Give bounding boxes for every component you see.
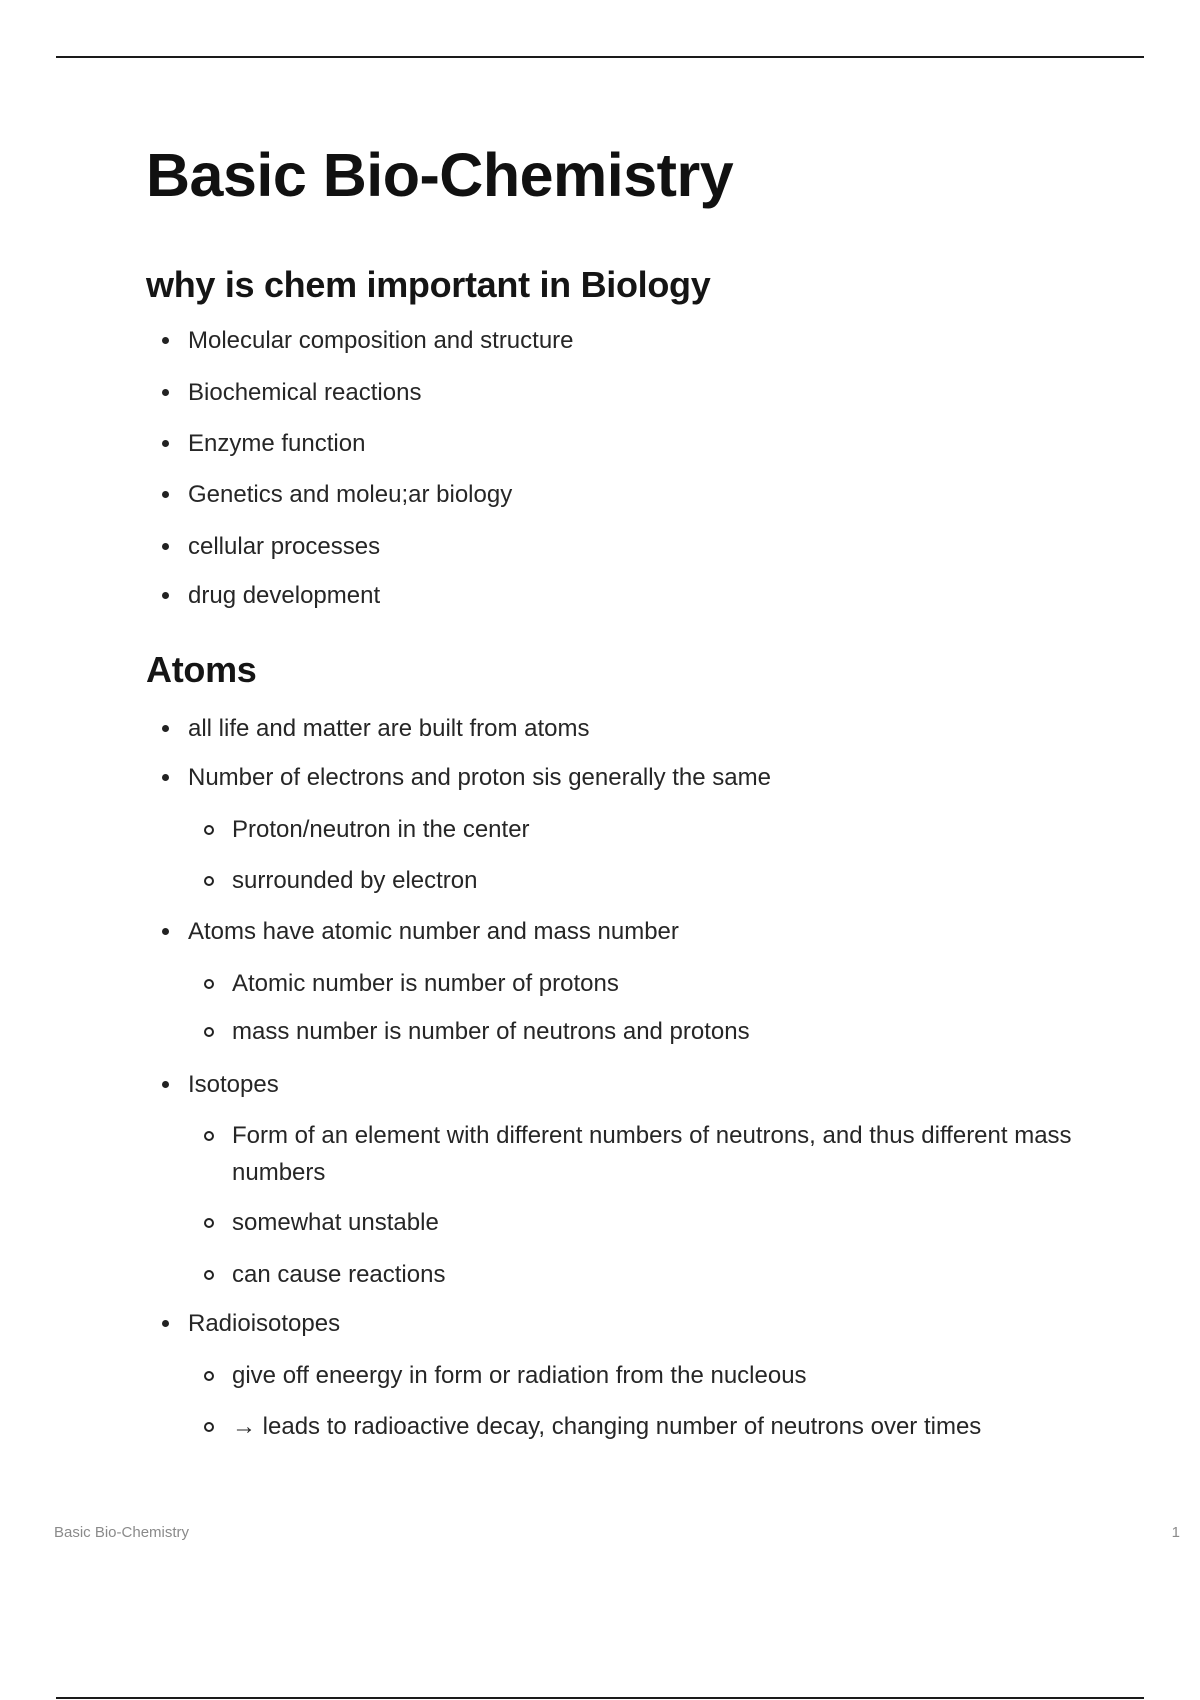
list-item-text: drug development [188, 582, 381, 609]
hollow-bullet-icon [204, 825, 214, 835]
sub-list-item [232, 1357, 1092, 1394]
hollow-bullet-icon [204, 1270, 214, 1280]
sub-list-item [232, 1013, 1092, 1050]
bullet-icon [162, 1081, 169, 1088]
list-item [188, 913, 1088, 950]
sub-list-item [232, 811, 1092, 848]
bullet-icon [162, 774, 169, 781]
list-item-text: mass number is number of neutrons and protons [232, 1018, 750, 1045]
bullet-icon [162, 1320, 169, 1327]
hollow-bullet-icon [204, 1371, 214, 1381]
list-item-text: Genetics and moleu;ar biology [188, 481, 513, 508]
hollow-bullet-icon [204, 1422, 214, 1432]
hollow-bullet-icon [204, 1218, 214, 1228]
list-item-text: surrounded by electron [232, 867, 478, 894]
list-item-text: Atoms have atomic number and mass number [188, 918, 679, 945]
section-heading-importance: why is chem important in Biology [146, 264, 711, 305]
list-item [188, 528, 1088, 565]
sub-list-item [232, 1204, 1092, 1241]
sub-list-item [232, 1256, 1092, 1293]
page-title: Basic Bio-Chemistry [146, 141, 734, 209]
bullet-icon [162, 928, 169, 935]
hollow-bullet-icon [204, 979, 214, 989]
sub-list-item [232, 862, 1092, 899]
footer-page-number: 1 [1171, 1524, 1180, 1541]
list-item-text: → leads to radioactive decay, changing number of neutrons over times [232, 1413, 982, 1440]
list-item-text: can cause reactions [232, 1261, 446, 1288]
bullet-icon [162, 337, 169, 344]
list-item [188, 1066, 1088, 1103]
list-item-text: Isotopes [188, 1071, 279, 1098]
list-item-text: Number of electrons and proton sis generally the same [188, 764, 771, 791]
list-item [188, 1305, 1088, 1342]
list-item-text: somewhat unstable [232, 1209, 439, 1236]
bullet-icon [162, 543, 169, 550]
list-item [188, 425, 1088, 462]
list-item [188, 476, 1088, 513]
bullet-icon [162, 440, 169, 447]
list-item-text: give off eneergy in form or radiation from the nucleous [232, 1362, 807, 1389]
bottom-rule [56, 1697, 1144, 1699]
hollow-bullet-icon [204, 1027, 214, 1037]
list-item-text: all life and matter are built from atoms [188, 715, 590, 742]
sub-list-item [232, 1408, 1092, 1445]
list-item [188, 759, 1088, 796]
top-rule [56, 56, 1144, 58]
list-item-text: Enzyme function [188, 430, 366, 457]
section-heading-atoms: Atoms [146, 649, 257, 690]
list-item [188, 374, 1088, 411]
list-item [188, 322, 1088, 359]
list-item-text: Molecular composition and structure [188, 327, 574, 354]
hollow-bullet-icon [204, 1131, 214, 1141]
bullet-icon [162, 725, 169, 732]
list-item-text: Atomic number is number of protons [232, 970, 619, 997]
bullet-icon [162, 491, 169, 498]
list-item-text: cellular processes [188, 533, 381, 560]
bullet-icon [162, 389, 169, 396]
list-item [188, 577, 1088, 614]
sub-list-item [232, 1117, 1092, 1191]
list-item-text: Radioisotopes [188, 1310, 341, 1337]
footer-doc-name: Basic Bio-Chemistry [54, 1524, 190, 1541]
bullet-icon [162, 592, 169, 599]
list-item-text: Proton/neutron in the center [232, 816, 530, 843]
list-item-text: Form of an element with different numbers of neutrons, and thus different mass numbers [232, 1122, 1072, 1186]
list-item [188, 710, 1088, 747]
hollow-bullet-icon [204, 876, 214, 886]
list-item-text: Biochemical reactions [188, 379, 422, 406]
sub-list-item [232, 965, 1092, 1002]
